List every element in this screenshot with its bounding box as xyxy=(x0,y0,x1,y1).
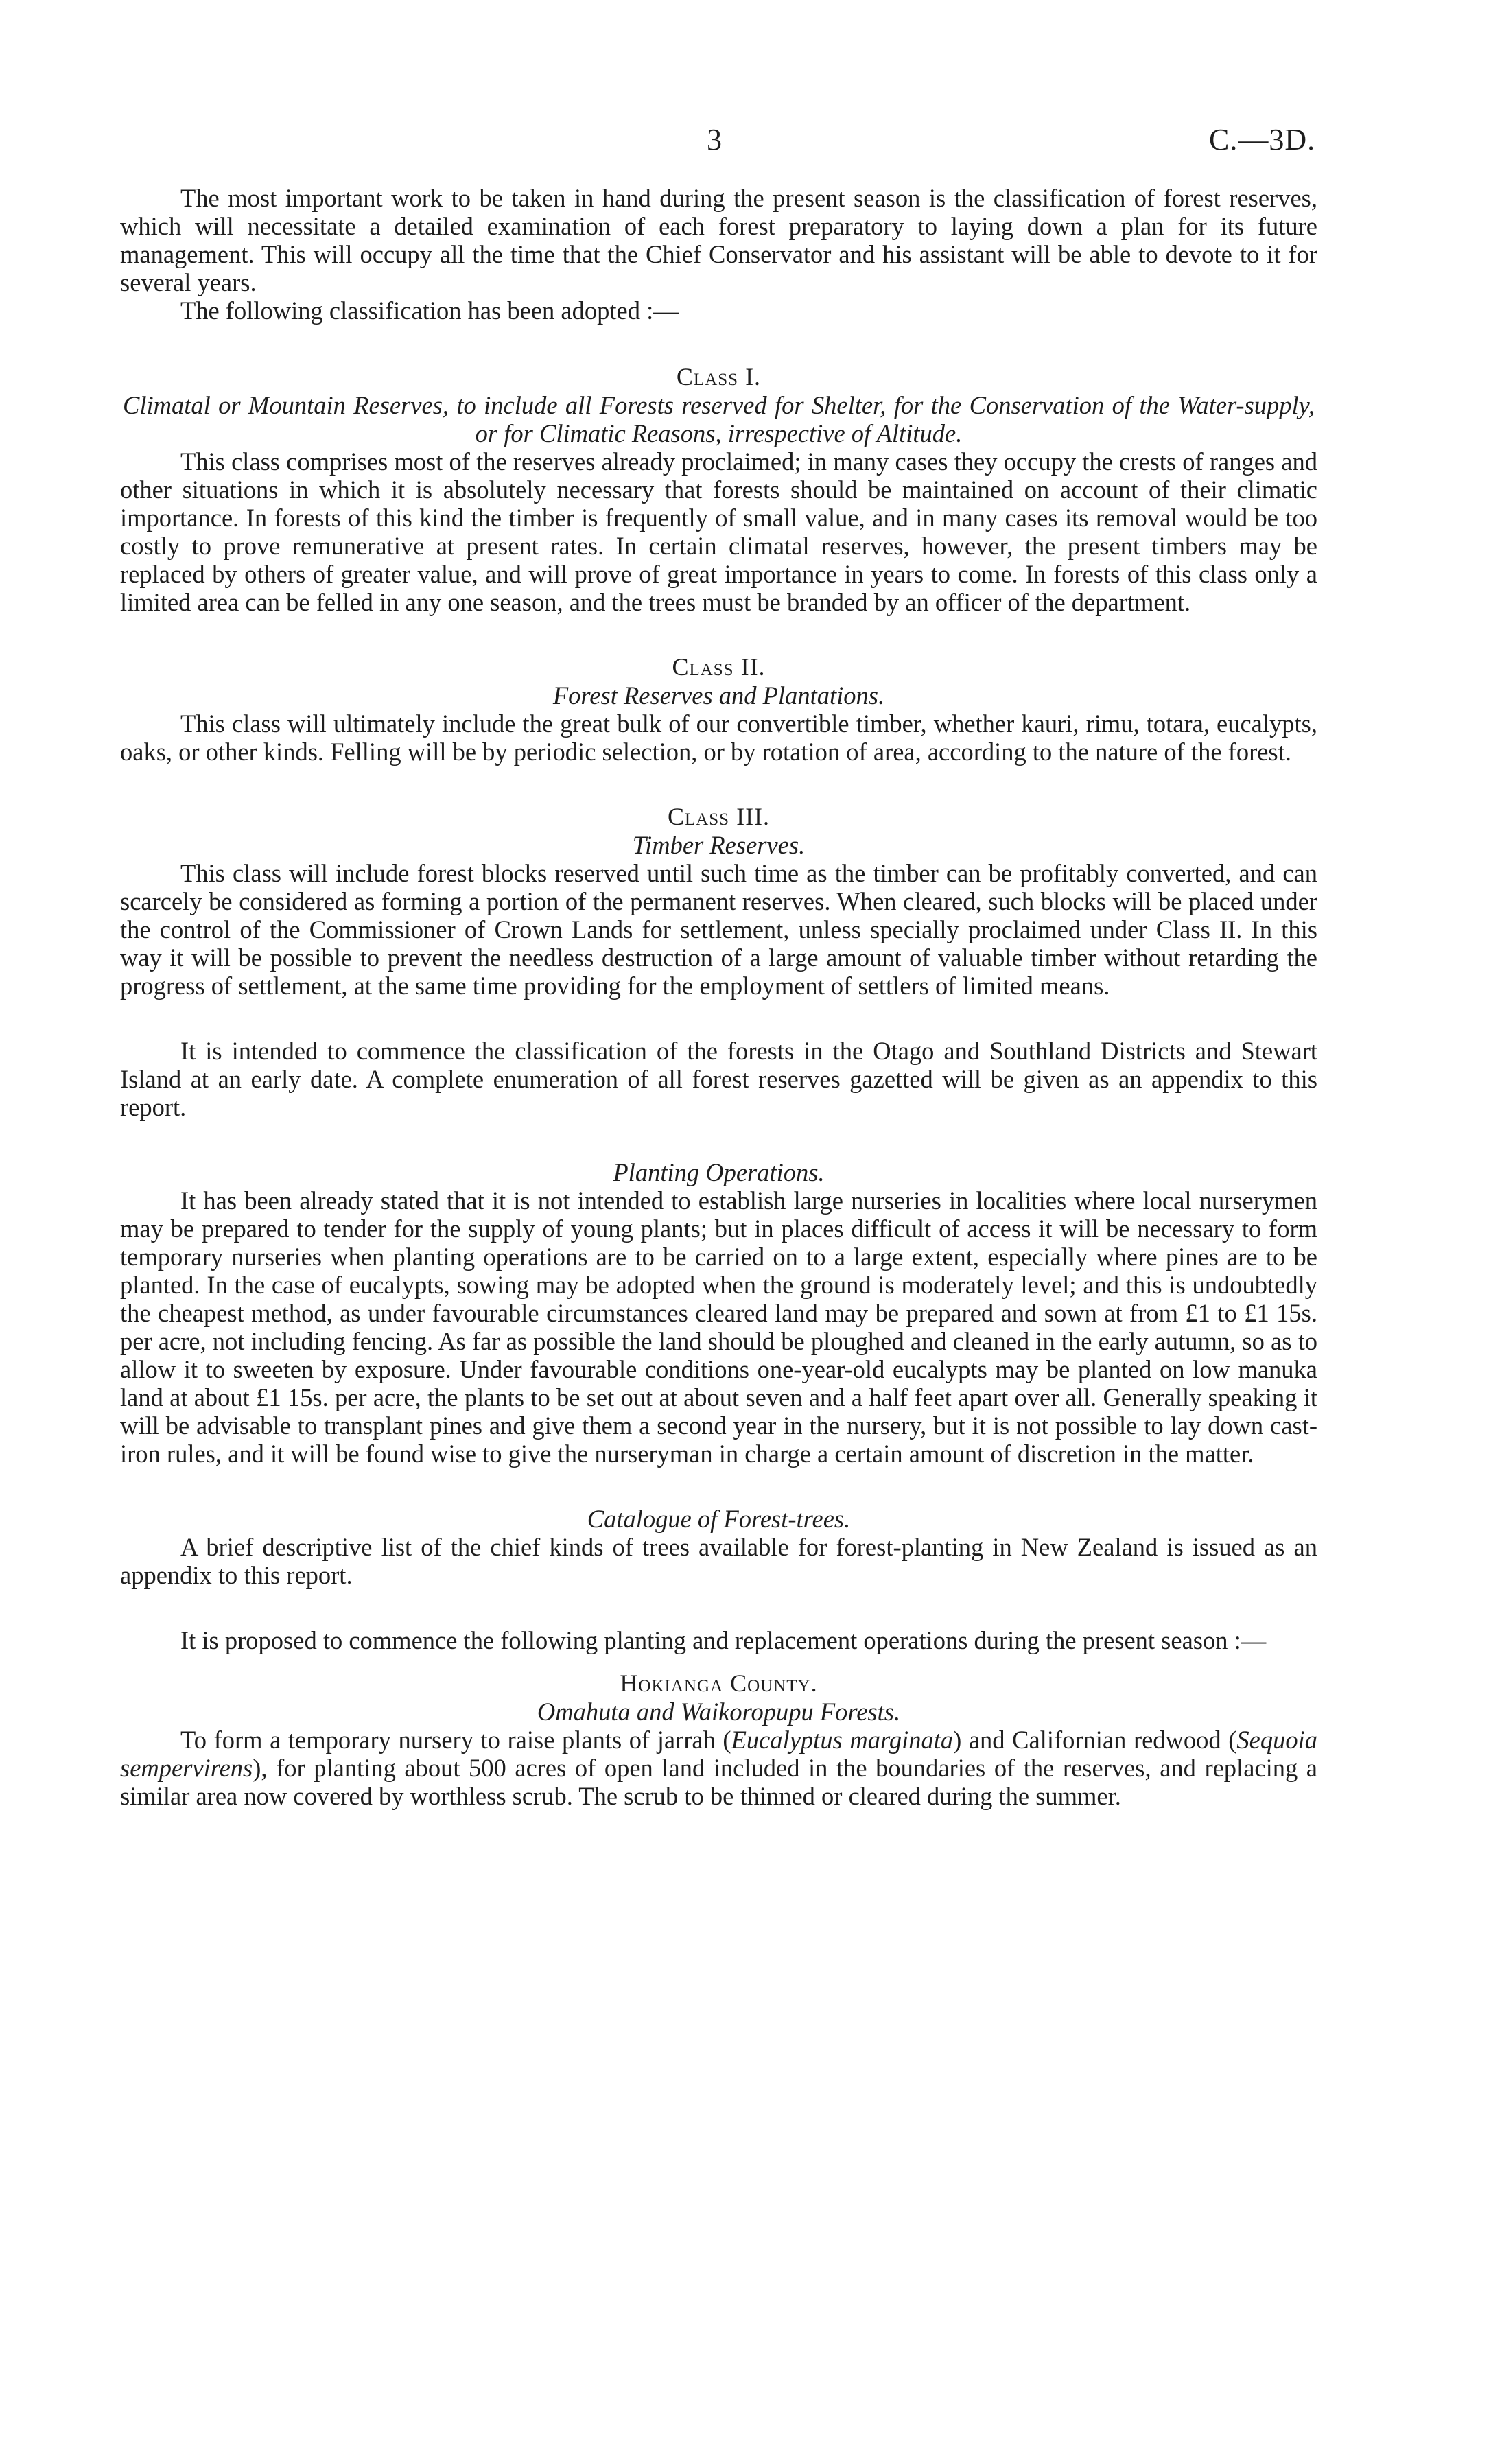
page-number: 3 xyxy=(707,123,722,156)
species-jarrah: Eucalyptus marginata xyxy=(731,1726,954,1754)
hokianga-body xyxy=(120,1726,1317,1810)
catalogue-heading: Catalogue of Forest-trees. xyxy=(587,1505,851,1533)
classification-intro: The following classification has been adopted :— xyxy=(180,296,679,325)
species-redwood: Sequoia sempervirens xyxy=(120,1726,1317,1782)
proposal-paragraph: It is proposed to commence the following planting and replacement operations during the present season :— xyxy=(180,1626,1267,1654)
class-3-body: This class will include forest blocks reserved until such time as the timber can be profitably converted, and can scarcely be considered as forming a portion of the permanent reserves. When cleared, such blocks will be placed under the control of the Commissioner of Crown Lands for settlement, unless specially proclaimed under Class II. In this way it will be possible to prevent the needless destruction of a large amount of valuable timber without retarding the progress of settlement, at the same time providing for the employment of settlers of limited means. xyxy=(120,859,1317,1000)
class-3-subtitle: Timber Reserves. xyxy=(632,831,806,859)
hokianga-body-part-1: To form a temporary nursery to raise plants of jarrah ( xyxy=(180,1726,731,1754)
hokianga-body-part-2: ) and Californian redwood ( xyxy=(953,1726,1237,1754)
class-1-heading: Class I. xyxy=(676,363,762,390)
class-2-heading: Class II. xyxy=(672,653,766,681)
omahuta-forests-heading: Omahuta and Waikoropupu Forests. xyxy=(537,1698,901,1726)
classification-note: It is intended to commence the classification of the forests in the Otago and Southland Districts and Stewart Island at an early date. A complete enumeration of all forest reserves gazetted will be given as an appendix to this report. xyxy=(120,1037,1317,1121)
class-1-body: This class comprises most of the reserves already proclaimed; in many cases they occupy the crests of ranges and other situations in which it is absolutely necessary that forests should be maintained on account of their climatic importance. In forests of this kind the timber is frequently of small value, and in many cases its removal would be too costly to prove remunerative at present rates. In certain climatal reserves, however, the present timbers may be replaced by others of greater value, and will prove of great importance in years to come. In forests of this class only a limited area can be felled in any one season, and the trees must be branded by an officer of the department. xyxy=(120,447,1317,616)
hokianga-county-heading: Hokianga County. xyxy=(620,1669,818,1697)
class-2-body: This class will ultimately include the great bulk of our convertible timber, whether kauri, rimu, totara, eucalypts, oaks, or other kinds. Felling will be by periodic selection, or by rotation of area, according to the nature of the forest. xyxy=(120,709,1317,766)
intro-paragraph: The most important work to be taken in hand during the present season is the classification of forest reserves, which will necessitate a detailed examination of each forest preparatory to laying down a plan for its future management. This will occupy all the time that the Chief Conservator and his assistant will be able to devote to it for several years. xyxy=(120,184,1317,296)
planting-operations-body: It has been already stated that it is not intended to establish large nurseries in localities where local nurserymen may be prepared to tender for the supply of young plants; but in places difficult of access it will be necessary to form temporary nurseries when planting operations are to be carried on to a large extent, especially where pines are to be planted. In the case of eucalypts, sowing may be adopted when the ground is moderately level; and this is undoubtedly the cheapest method, as under favourable circumstances cleared land may be prepared and sown at from £1 to £1 15s. per acre, not including fencing. As far as possible the land should be ploughed and cleaned in the early autumn, so as to allow it to sweeten by exposure. Under favourable conditions one-year-old eucalypts may be planted on low manuka land at about £1 15s. per acre, the plants to be set out at about seven and a half feet apart over all. Generally speaking it will be advisable to transplant pines and give them a second year in the nursery, but it is not possible to lay down cast-iron rules, and it will be found wise to give the nurseryman in charge a certain amount of discretion in the matter. xyxy=(120,1186,1317,1468)
page-header xyxy=(0,122,1491,163)
page-body xyxy=(120,184,1317,1810)
planting-operations-heading: Planting Operations. xyxy=(613,1158,825,1186)
document-reference: C.—3D. xyxy=(1209,123,1316,156)
class-2-subtitle: Forest Reserves and Plantations. xyxy=(552,681,885,709)
class-3-heading: Class III. xyxy=(667,803,771,830)
class-1-subtitle: Climatal or Mountain Reserves, to include all Forests reserved for Shelter, for the Conservation of the Water-supply, or for Climatic Reasons, irrespective of Altitude. xyxy=(123,391,1315,447)
hokianga-body-part-3: ), for planting about 500 acres of open land included in the boundaries of the reserves, and replacing a similar area now covered by worthless scrub. The scrub to be thinned or cleared during the summer. xyxy=(120,1754,1317,1810)
catalogue-body: A brief descriptive list of the chief kinds of trees available for forest-planting in New Zealand is issued as an appendix to this report. xyxy=(120,1533,1317,1589)
